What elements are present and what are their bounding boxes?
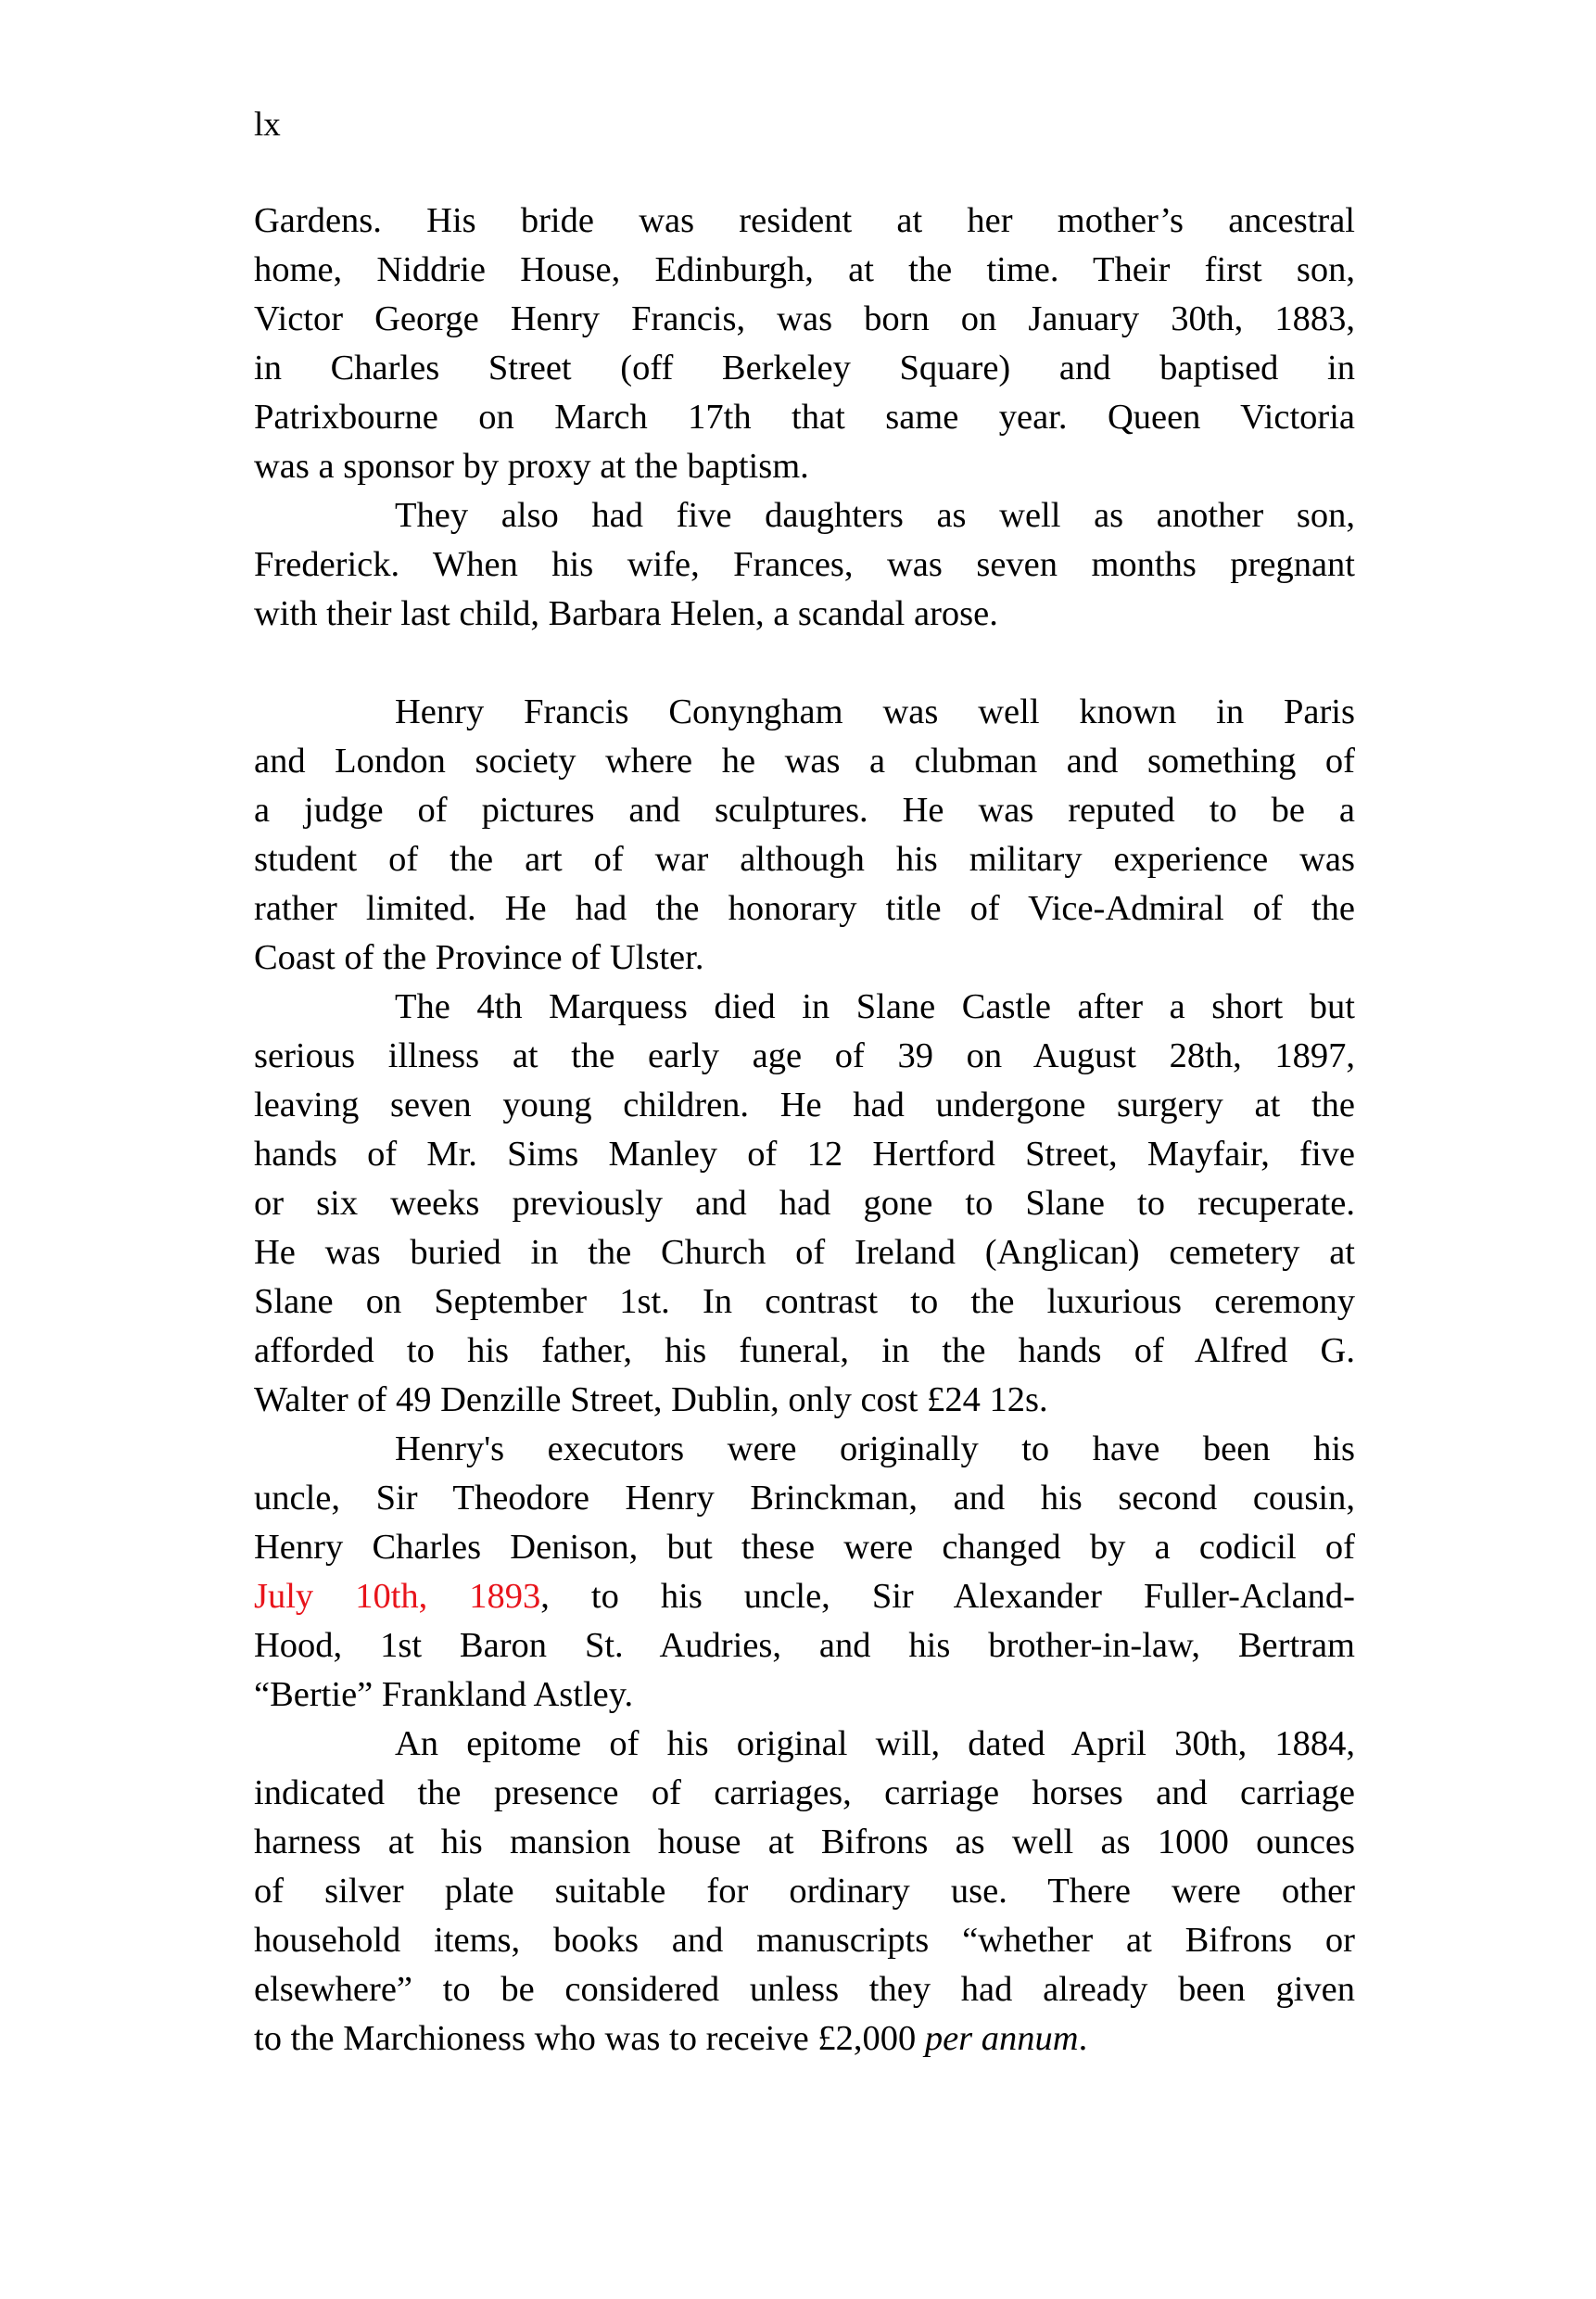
body-text <box>254 197 1355 2064</box>
text-line <box>254 246 1355 295</box>
text-line <box>254 1867 1355 1916</box>
text-line <box>254 344 1355 393</box>
text-line <box>254 1621 1355 1670</box>
text-line <box>254 934 1355 983</box>
line-text: “Bertie” Frankland Astley. <box>254 1675 634 1714</box>
line-text: Gardens. His bride was resident at her mother’s ancestral <box>254 201 1355 240</box>
line-text: and London society where he was a clubman and something of <box>254 742 1355 781</box>
text-line <box>254 197 1355 246</box>
line-text: indicated the presence of carriages, carriage horses and carriage <box>254 1773 1355 1812</box>
line-text: The 4th Marquess died in Slane Castle after a short but <box>395 987 1355 1026</box>
line-text: Walter of 49 Denzille Street, Dublin, only cost £24 12s. <box>254 1380 1048 1419</box>
line-text: Henry Francis Conyngham was well known in Paris <box>395 692 1355 731</box>
line-text: They also had five daughters as well as another son, <box>395 496 1355 535</box>
line-text: was a sponsor by proxy at the baptism. <box>254 447 809 486</box>
line-text: home, Niddrie House, Edinburgh, at the time. Their first son, <box>254 250 1355 289</box>
text-line <box>254 983 1355 1032</box>
text-line <box>254 540 1355 590</box>
highlighted-date: July 10th, 1893 <box>254 1577 541 1616</box>
text-line <box>254 1720 1355 1769</box>
line-text: He was buried in the Church of Ireland (Anglican) cemetery at <box>254 1233 1355 1272</box>
line-text: rather limited. He had the honorary title of Vice-Admiral of the <box>254 889 1355 928</box>
text-line <box>254 1425 1355 1474</box>
text-line <box>254 491 1355 540</box>
text-line <box>254 1572 1355 1621</box>
line-text: , to his uncle, Sir Alexander Fuller-Acland- <box>540 1577 1355 1616</box>
text-line <box>254 1277 1355 1327</box>
text-line <box>254 884 1355 934</box>
line-text: of silver plate suitable for ordinary use. There were other <box>254 1872 1355 1911</box>
line-text: An epitome of his original will, dated April 30th, 1884, <box>395 1724 1355 1763</box>
line-text: or six weeks previously and had gone to Slane to recuperate. <box>254 1184 1355 1223</box>
text-line <box>254 835 1355 884</box>
line-text: uncle, Sir Theodore Henry Brinckman, and his second cousin, <box>254 1479 1355 1518</box>
text-line <box>254 737 1355 786</box>
line-text: afforded to his father, his funeral, in the hands of Alfred G. <box>254 1331 1355 1370</box>
line-tail: . <box>1078 2019 1088 2058</box>
text-line <box>254 1081 1355 1130</box>
line-text: Coast of the Province of Ulster. <box>254 938 704 977</box>
line-text: with their last child, Barbara Helen, a scandal arose. <box>254 594 998 633</box>
text-line <box>254 688 1355 737</box>
line-text: Henry Charles Denison, but these were changed by a codicil of <box>254 1528 1355 1567</box>
line-text: in Charles Street (off Berkeley Square) and baptised in <box>254 349 1355 387</box>
line-text: Slane on September 1st. In contrast to the luxurious ceremony <box>254 1282 1355 1321</box>
text-line <box>254 442 1355 491</box>
text-line <box>254 393 1355 442</box>
text-line <box>254 1818 1355 1867</box>
line-text: to the Marchioness who was to receive £2,000 <box>254 2019 925 2058</box>
text-line <box>254 1965 1355 2014</box>
line-text: Patrixbourne on March 17th that same year. Queen Victoria <box>254 398 1355 437</box>
line-text: hands of Mr. Sims Manley of 12 Hertford Street, Mayfair, five <box>254 1135 1355 1174</box>
text-line <box>254 1474 1355 1523</box>
line-text: Victor George Henry Francis, was born on January 30th, 1883, <box>254 299 1355 338</box>
text-line <box>254 1228 1355 1277</box>
line-text: a judge of pictures and sculptures. He was reputed to be a <box>254 791 1355 830</box>
line-text: Hood, 1st Baron St. Audries, and his brother-in-law, Bertram <box>254 1626 1355 1665</box>
text-line <box>254 1670 1355 1720</box>
page-number: lx <box>254 106 281 144</box>
text-line <box>254 590 1355 639</box>
text-line <box>254 2014 1355 2064</box>
line-text: serious illness at the early age of 39 on August 28th, 1897, <box>254 1036 1355 1075</box>
line-text: elsewhere” to be considered unless they had already been given <box>254 1970 1355 2009</box>
line-text: student of the art of war although his military experience was <box>254 840 1355 879</box>
text-line <box>254 1769 1355 1818</box>
text-line <box>254 1179 1355 1228</box>
text-line <box>254 1130 1355 1179</box>
line-text: leaving seven young children. He had undergone surgery at the <box>254 1086 1355 1124</box>
text-line <box>254 786 1355 835</box>
line-text: Henry's executors were originally to have been his <box>395 1429 1355 1468</box>
text-line <box>254 1376 1355 1425</box>
text-line <box>254 1523 1355 1572</box>
line-text: Frederick. When his wife, Frances, was seven months pregnant <box>254 545 1355 584</box>
line-text: household items, books and manuscripts “whether at Bifrons or <box>254 1921 1355 1960</box>
text-line <box>254 1327 1355 1376</box>
text-line <box>254 1032 1355 1081</box>
line-text: harness at his mansion house at Bifrons as well as 1000 ounces <box>254 1823 1355 1861</box>
blank-line <box>254 639 1355 688</box>
text-line <box>254 1916 1355 1965</box>
italic-phrase: per annum <box>924 2019 1079 2058</box>
text-line <box>254 295 1355 344</box>
